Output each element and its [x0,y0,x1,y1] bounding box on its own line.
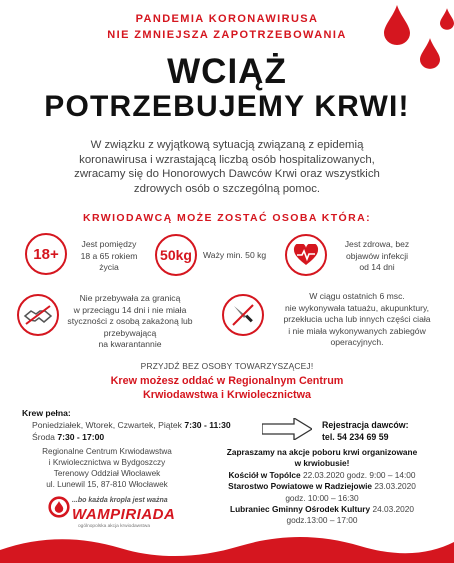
logo-sub: ogólnopolska akcja krwiodawstwa [78,524,150,529]
procedures-line: nie wykonywała tatuażu, akupunktury, [284,302,430,313]
age-line: 18 a 65 rokiem [80,250,138,261]
logo-drop-icon [48,496,70,518]
alone-note: PRZYJDŹ BEZ OSOBY TOWARZYSZĄCEJ! [140,361,314,371]
no-handshake-icon [17,294,59,336]
address-line: ul. Lunewil 15, 87-810 Włocławek [46,480,168,489]
weight-badge-label: 50kg [160,247,192,263]
event-item [196,504,448,515]
event-place: Starostwo Powiatowe w Radziejowie [228,481,375,492]
blood-drop-icon [384,5,410,45]
heart-pulse-icon [285,234,327,276]
header [95,11,359,43]
travel-line: w przeciągu 14 dni i nie miała [73,304,187,315]
event-place: Kościół w Topólce [228,469,303,480]
procedures-line: operacyjnych. [330,337,384,348]
event-time: godz.13:00 – 17:00 [286,515,358,526]
weight-badge [155,234,197,276]
event-date: 24.03.2020 [372,504,414,515]
header-line1: PANDEMIA KORONAWIRUSA [135,13,319,25]
health-criterion [332,239,422,274]
registration [322,419,447,443]
procedures-line: i nie miała wykonywanych zabiegów [288,325,426,336]
events-heading: Zapraszamy na akcje poboru krwi organizowane [226,447,418,457]
intro-line: koronawirusa i wzrastającą liczbą osób hospitalizowanych, [79,153,375,166]
hours-label: Krew pełna: [22,408,71,418]
address [22,446,192,490]
blood-drop-icon [440,8,454,30]
health-line: Jest zdrowa, bez [344,239,410,249]
hours-block [22,407,252,443]
bottom-wave [0,528,454,563]
donate-line: Krwiodawstwa i Krwiolecznictwa [143,389,311,401]
procedures-criterion [272,291,442,349]
intro-line: zwracamy się do Honorowych Dawców Krwi oraz wszystkich [74,168,380,181]
procedures-line: przekłucia ucha lub innych części ciała [283,314,431,325]
logo-tagline: ...bo każda kropla jest ważna [72,497,168,504]
age-badge [25,233,67,275]
address-line: Terenowy Oddział Włocławek [53,469,161,478]
health-line: objawów infekcji [345,250,409,261]
health-line: od 14 dni [359,262,395,273]
travel-criterion [60,293,200,351]
procedures-line: W ciągu ostatnich 6 msc. [309,291,405,301]
donate-line: Krew możesz oddać w Regionalnym Centrum [110,375,344,387]
intro-line: zdrowych osób o szczególną pomoc. [133,182,321,195]
hours-days: Poniedziałek, Wtorek, Czwartek, Piątek [32,420,185,430]
header-line2: NIE ZMNIEJSZA ZAPOTRZEBOWANIA [107,29,347,41]
logo-name: WAMPIRIADA [72,506,176,523]
age-line: Jest pomiędzy [81,239,137,249]
event-place: Lubraniec Gminny Ośrodek Kultury [230,504,373,515]
blood-drive-events [196,447,448,527]
page-title-line1: WCIĄŻ [167,52,287,91]
registration-label: Rejestracja dawców: [322,420,409,430]
travel-line: przebywającą [103,327,157,338]
event-item [196,481,448,492]
registration-phone[interactable]: tel. 54 234 69 59 [322,432,389,442]
events-heading: w krwiobusie! [294,458,350,469]
event-date: 22.03.2020 godz. 9:00 – 14:00 [302,469,416,480]
age-badge-label: 18+ [33,245,59,263]
criteria-heading: KRWIODAWCĄ MOŻE ZOSTAĆ OSOBA KTÓRA: [83,212,371,224]
arrow-right-icon [262,418,312,440]
hours-time: 7:30 - 17:00 [57,432,105,442]
address-line: i Krwiolecznictwa w Bydgoszczy [48,458,166,467]
age-line: życia [99,262,119,273]
address-line: Regionalne Centrum Krwiodawstwa [42,447,172,456]
hours-time: 7:30 - 11:30 [184,420,231,430]
intro-line: W związku z wyjątkową sytuacją związaną z epidemią [90,139,364,151]
page-title-line2: POTRZEBUJEMY KRWI! [44,90,410,123]
intro-text [60,138,394,196]
travel-line: Nie przebywała za granicą [79,293,181,303]
age-criterion [70,239,148,274]
weight-criterion: Waży min. 50 kg [203,250,267,260]
travel-line: na kwarantannie [98,339,162,350]
no-knife-icon [222,294,264,336]
event-item [196,470,448,481]
hours-days: Środa [32,432,58,442]
donate-info [40,374,414,402]
event-time: godz. 10:00 – 16:30 [285,492,359,503]
travel-line: styczności z osobą zakażoną lub [67,316,193,327]
event-date: 23.03.2020 [374,481,416,492]
